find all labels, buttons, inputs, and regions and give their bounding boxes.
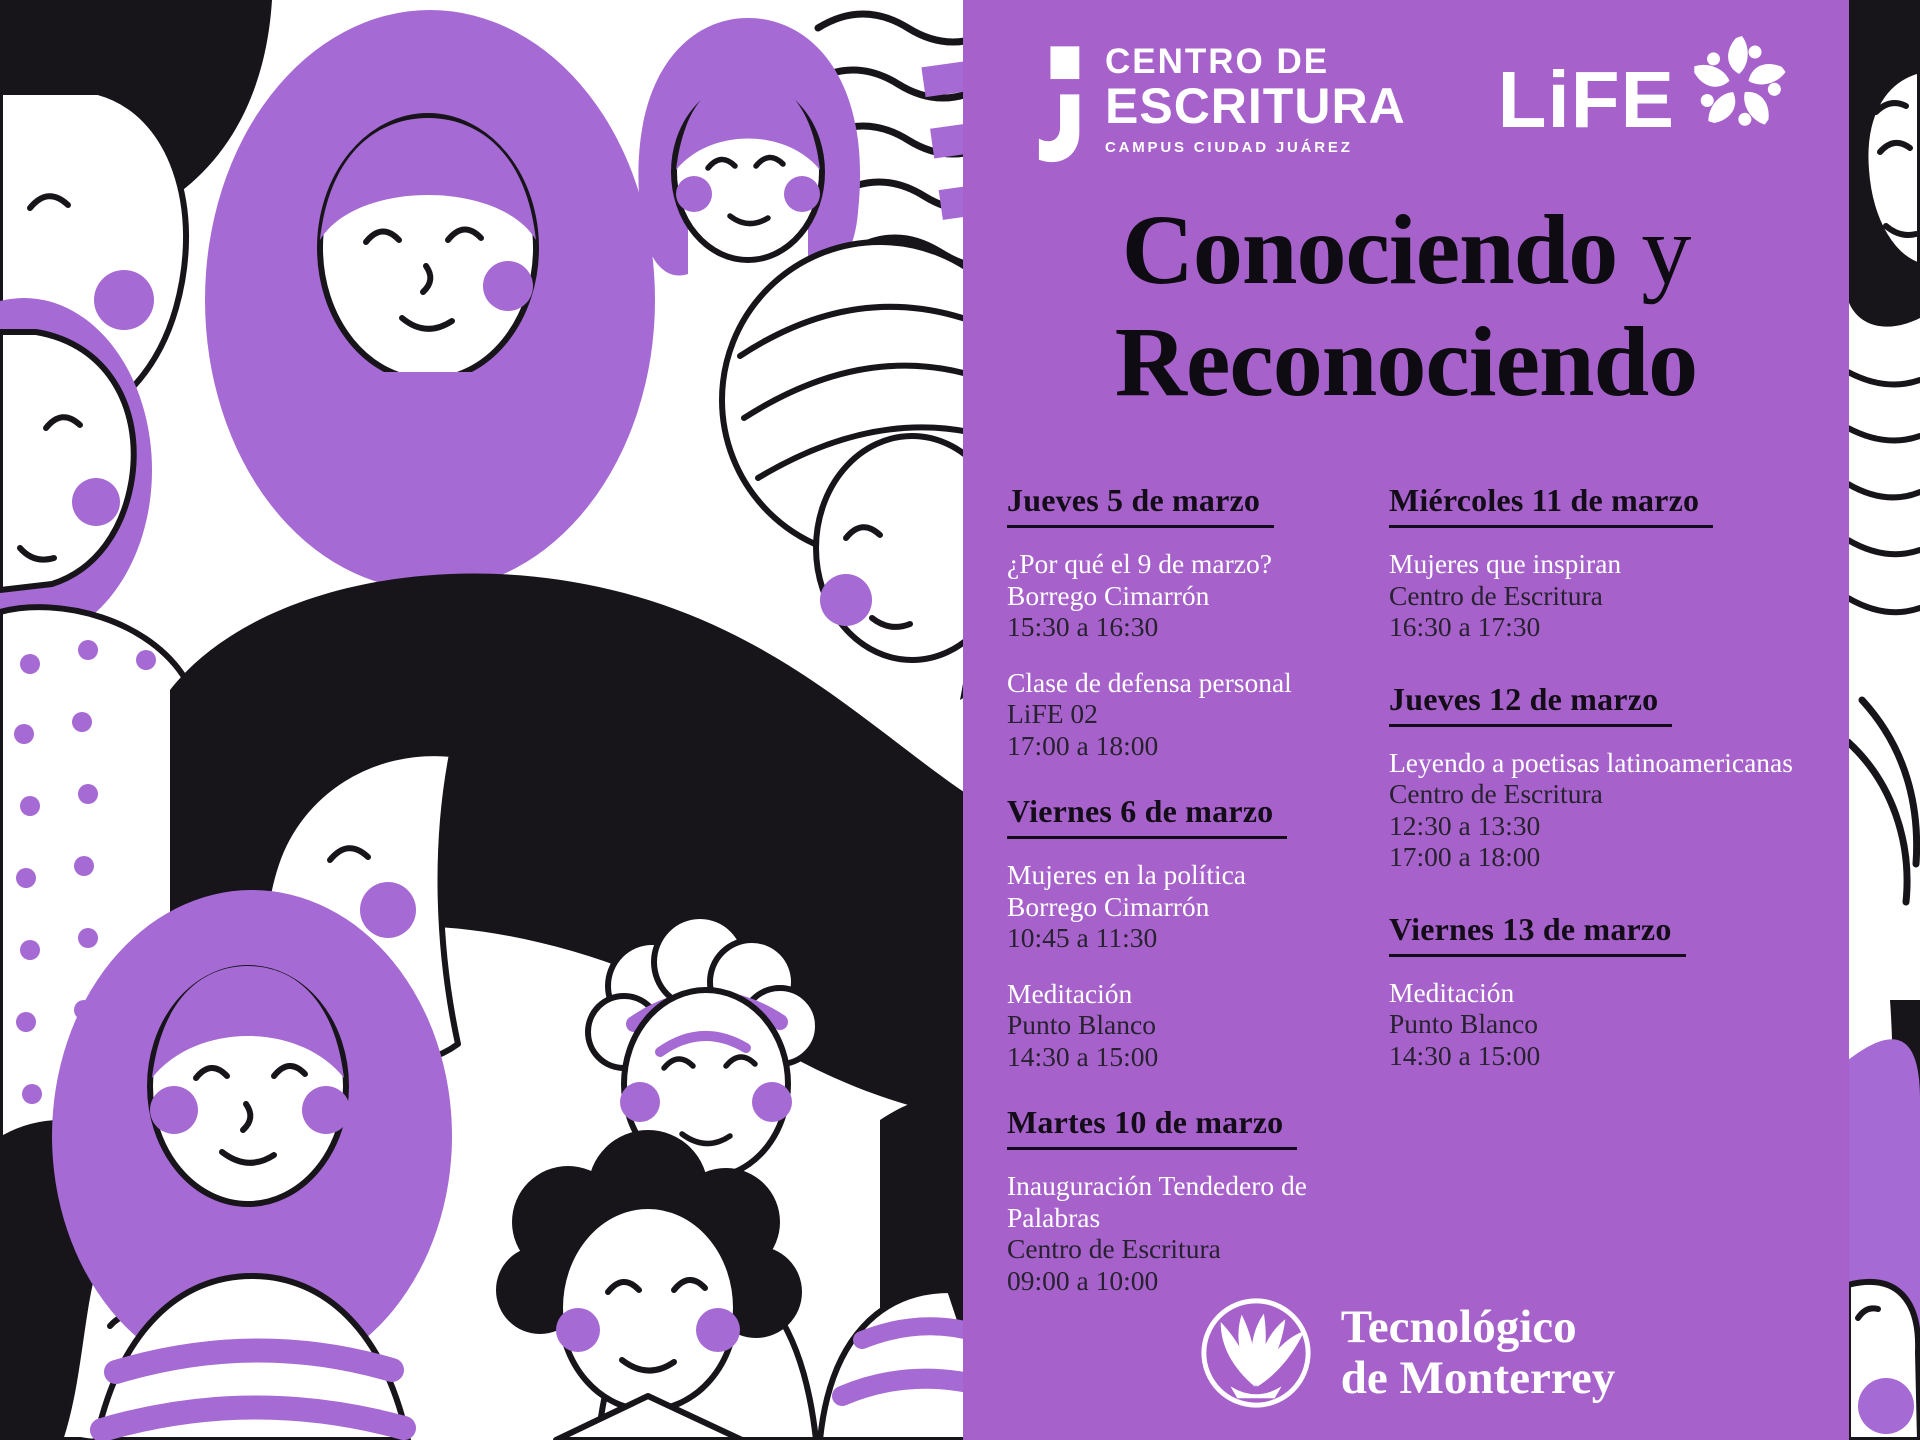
event-line: LiFE 02 xyxy=(1007,698,1098,729)
event-line: Borrego Cimarrón xyxy=(1007,579,1210,611)
day-heading: Viernes 6 de marzo xyxy=(1007,793,1287,839)
life-splash-icon xyxy=(1679,24,1799,144)
schedule-day-section xyxy=(1389,482,1849,643)
day-heading: Martes 10 de marzo xyxy=(1007,1104,1297,1150)
event-entry xyxy=(1389,977,1849,1072)
event-line: Punto Blanco xyxy=(1007,1009,1156,1040)
title-line1-main: Conociendo xyxy=(1121,194,1618,305)
day-heading: Jueves 12 de marzo xyxy=(1389,681,1672,727)
event-line: Borrego Cimarrón xyxy=(1007,890,1210,922)
event-line: 16:30 a 17:30 xyxy=(1389,611,1541,642)
centro-logo-line1: CENTRO DE xyxy=(1105,42,1330,81)
day-events xyxy=(1389,747,1849,873)
event-line: 10:45 a 11:30 xyxy=(1007,922,1158,953)
event-entry xyxy=(1007,667,1367,762)
event-line: Clase de defensa personal xyxy=(1007,666,1292,698)
day-events xyxy=(1389,548,1849,643)
event-line: Leyendo a poetisas latinoamericanas xyxy=(1389,746,1793,778)
event-line: Mujeres que inspiran xyxy=(1389,548,1622,579)
event-entry xyxy=(1007,548,1367,643)
event-entry xyxy=(1389,747,1849,873)
event-entry xyxy=(1007,859,1367,954)
day-heading: Jueves 5 de marzo xyxy=(1007,482,1274,528)
schedule-column-left xyxy=(1007,482,1367,1328)
event-line: Centro de Escritura xyxy=(1389,579,1603,611)
event-line: Mujeres en la política xyxy=(1007,859,1247,890)
day-events xyxy=(1007,548,1367,761)
schedule-day-section xyxy=(1007,1104,1367,1296)
strip-woman-black-bob xyxy=(1848,0,1920,327)
event-line: 12:30 a 13:30 xyxy=(1389,809,1541,841)
life-logo xyxy=(1497,55,1793,144)
event-line: 15:30 a 16:30 xyxy=(1007,611,1159,642)
event-entry xyxy=(1007,1170,1367,1296)
schedule-day-section xyxy=(1389,911,1849,1072)
strip-woman-purple-hair-profile xyxy=(1848,1000,1920,1440)
event-line: Meditación xyxy=(1389,976,1515,1008)
day-heading: Viernes 13 de marzo xyxy=(1389,911,1686,957)
tec-line2: de Monterrey xyxy=(1340,1352,1616,1404)
event-line: 14:30 a 15:00 xyxy=(1389,1039,1541,1071)
illustrated-woman-purple-long-hair xyxy=(205,10,655,590)
tec-de-monterrey-logo-icon xyxy=(1197,1294,1315,1412)
event-line: Inauguración Tendedero de Palabras xyxy=(1007,1170,1307,1233)
event-line: Punto Blanco xyxy=(1389,1008,1538,1039)
event-line: Centro de Escritura xyxy=(1389,778,1603,809)
purple-panel xyxy=(963,0,1849,1440)
centro-escritura-logo-mark-icon xyxy=(1037,44,1087,166)
schedule xyxy=(963,482,1849,1302)
day-events xyxy=(1007,1170,1367,1296)
header xyxy=(1037,44,1793,166)
schedule-column-right xyxy=(1389,482,1849,1109)
centro-logo-campus: CAMPUS CIUDAD JUÁREZ xyxy=(1105,138,1353,156)
schedule-day-section xyxy=(1007,793,1367,1072)
event-line: Meditación xyxy=(1007,977,1133,1009)
day-events xyxy=(1007,859,1367,1072)
event-entry xyxy=(1389,548,1849,643)
event-entry xyxy=(1007,978,1367,1073)
event-line: 17:00 a 18:00 xyxy=(1007,729,1159,761)
title-line1-conjunction: y xyxy=(1617,194,1691,305)
centro-escritura-logo xyxy=(1037,44,1406,166)
tec-de-monterrey-logo-text xyxy=(1341,1302,1616,1404)
event-line: ¿Por qué el 9 de marzo? xyxy=(1007,548,1272,579)
footer xyxy=(963,1294,1849,1412)
event-line: 14:30 a 15:00 xyxy=(1007,1040,1159,1072)
title-line1 xyxy=(963,194,1849,306)
poster-title xyxy=(963,194,1849,418)
centro-escritura-logo-text xyxy=(1105,44,1406,156)
title-line2: Reconociendo xyxy=(1114,306,1698,417)
life-logo-text: LiFE xyxy=(1497,55,1675,144)
tec-line1: Tecnológico xyxy=(1340,1301,1577,1354)
schedule-day-section xyxy=(1389,681,1849,873)
day-heading: Miércoles 11 de marzo xyxy=(1389,482,1713,528)
event-line: 09:00 a 10:00 xyxy=(1007,1264,1159,1296)
schedule-day-section xyxy=(1007,482,1367,761)
centro-logo-line2: ESCRITURA xyxy=(1105,77,1406,134)
event-line: Centro de Escritura xyxy=(1007,1233,1221,1264)
event-line: 17:00 a 18:00 xyxy=(1389,841,1541,872)
day-events xyxy=(1389,977,1849,1072)
